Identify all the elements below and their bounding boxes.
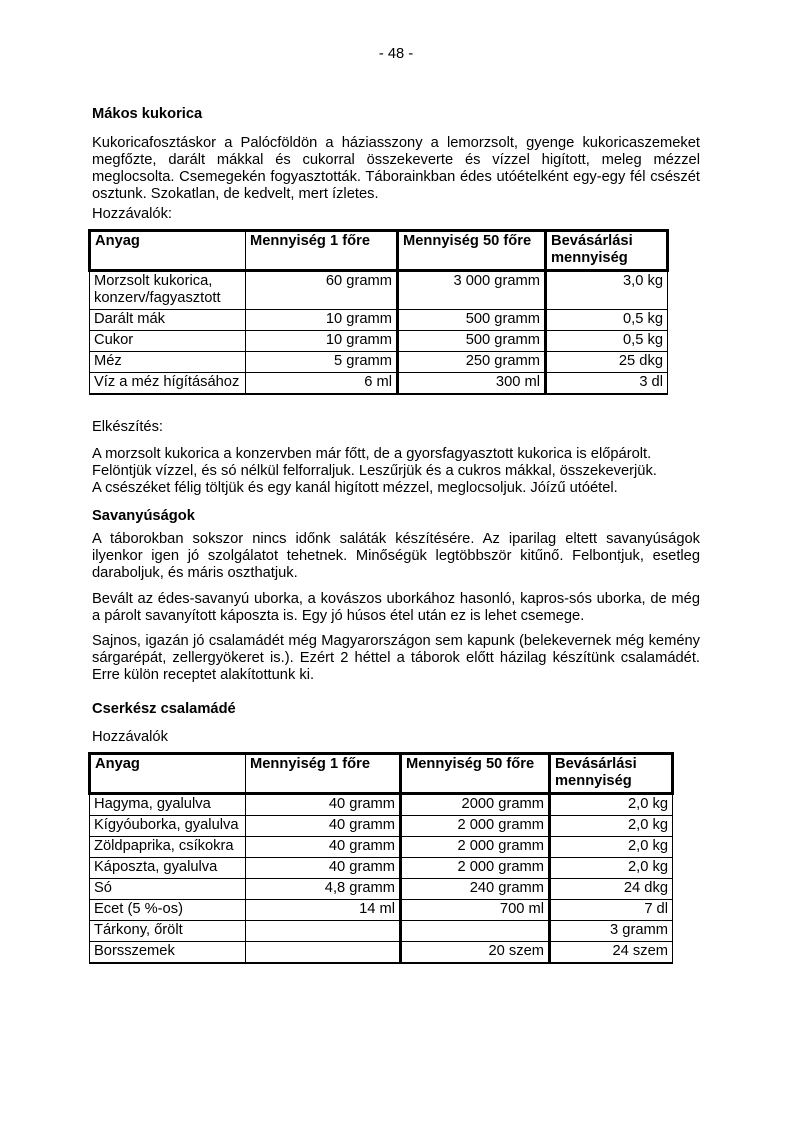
table-row xyxy=(90,794,673,816)
quantity-cell: 60 gramm xyxy=(246,271,398,310)
preparation-line: A csészéket félig töltjük és egy kanál higított mézzel, meglocsoljuk. Jóízű utóétel. xyxy=(92,480,618,496)
table-row xyxy=(90,352,668,373)
table-row xyxy=(90,373,668,395)
quantity-cell: 700 ml xyxy=(401,900,550,921)
quantity-cell: 2,0 kg xyxy=(550,816,673,837)
quantity-cell: 4,8 gramm xyxy=(246,879,401,900)
quantity-cell: 7 dl xyxy=(550,900,673,921)
ingredient-name-cell: Méz xyxy=(90,352,246,373)
quantity-cell: 2,0 kg xyxy=(550,837,673,858)
section-title-makos-kukorica: Mákos kukorica xyxy=(92,106,203,122)
table-row xyxy=(90,900,673,921)
quantity-cell: 10 gramm xyxy=(246,331,398,352)
ingredient-name-cell: Hagyma, gyalulva xyxy=(90,794,246,816)
ingredient-name-cell: Tárkony, őrölt xyxy=(90,921,246,942)
column-header: Mennyiség 1 főre xyxy=(246,231,398,271)
quantity-cell: 3 gramm xyxy=(550,921,673,942)
column-header: Mennyiség 50 főre xyxy=(401,754,550,794)
table-header-row xyxy=(90,754,673,794)
quantity-cell: 2,0 kg xyxy=(550,794,673,816)
ingredient-name-cell: Kígyóuborka, gyalulva xyxy=(90,816,246,837)
body-paragraph: Sajnos, igazán jó csalamádét még Magyarországon sem kapunk (belekevernek még kemény sárgarépát, zellergyökeret is.). Ezért 2 héttel a táborok előtt házilag készítünk csalamádét. Erre külön receptet alakítottunk ki. xyxy=(92,633,700,683)
quantity-cell: 40 gramm xyxy=(246,837,401,858)
quantity-cell: 10 gramm xyxy=(246,310,398,331)
quantity-cell: 2 000 gramm xyxy=(401,816,550,837)
table-row xyxy=(90,310,668,331)
page-number: - 48 - xyxy=(378,46,414,62)
column-header: Anyag xyxy=(90,231,246,271)
quantity-cell: 20 szem xyxy=(401,942,550,964)
column-header: Bevásárlási mennyiség xyxy=(546,231,668,271)
ingredient-name-cell: Cukor xyxy=(90,331,246,352)
preparation-label: Elkészítés: xyxy=(92,419,164,435)
quantity-cell: 2,0 kg xyxy=(550,858,673,879)
quantity-cell: 3,0 kg xyxy=(546,271,668,310)
quantity-cell: 2 000 gramm xyxy=(401,858,550,879)
column-header: Mennyiség 1 főre xyxy=(246,754,401,794)
table-row xyxy=(90,942,673,964)
table-row xyxy=(90,271,668,310)
table-row xyxy=(90,879,673,900)
column-header: Bevásárlási mennyiség xyxy=(550,754,673,794)
table-row xyxy=(90,837,673,858)
table-row xyxy=(90,331,668,352)
quantity-cell: 3 dl xyxy=(546,373,668,395)
preparation-line: A morzsolt kukorica a konzervben már főtt, de a gyorsfagyasztott kukorica is előpárolt. xyxy=(92,446,652,462)
ingredient-name-cell: Borsszemek xyxy=(90,942,246,964)
quantity-cell: 0,5 kg xyxy=(546,331,668,352)
section-title-cserkesz-csalamade: Cserkész csalamádé xyxy=(92,701,236,717)
quantity-cell: 0,5 kg xyxy=(546,310,668,331)
ingredient-name-cell: Víz a méz hígításához xyxy=(90,373,246,395)
ingredients-table-makos xyxy=(88,229,669,395)
quantity-cell: 24 dkg xyxy=(550,879,673,900)
quantity-cell: 40 gramm xyxy=(246,858,401,879)
ingredient-name-cell: Só xyxy=(90,879,246,900)
ingredient-name-cell: Morzsolt kukorica, konzerv/fagyasztott xyxy=(90,271,246,310)
section-title-savanyusagok: Savanyúságok xyxy=(92,508,195,524)
preparation-paragraph xyxy=(92,446,700,497)
column-header: Anyag xyxy=(90,754,246,794)
intro-paragraph: Kukoricafosztáskor a Palócföldön a háziasszony a lemorzsolt, gyenge kukoricaszemeket megfőzte, darált mákkal és cukorral összekeverte és vízzel higított, meleg mézzel meglocsolta. Csemegekén fogyasztották. Táborainkban édes utóételként egy-egy fél csészét osztunk. Szokatlan, de kedvelt, mert ízletes. xyxy=(92,135,700,202)
quantity-cell: 40 gramm xyxy=(246,794,401,816)
table-row xyxy=(90,858,673,879)
quantity-cell: 25 dkg xyxy=(546,352,668,373)
quantity-cell xyxy=(246,942,401,964)
ingredient-name-cell: Káposzta, gyalulva xyxy=(90,858,246,879)
quantity-cell: 500 gramm xyxy=(398,331,546,352)
quantity-cell: 2000 gramm xyxy=(401,794,550,816)
table-row xyxy=(90,816,673,837)
quantity-cell: 40 gramm xyxy=(246,816,401,837)
table-row xyxy=(90,921,673,942)
quantity-cell xyxy=(246,921,401,942)
quantity-cell: 24 szem xyxy=(550,942,673,964)
body-paragraph: Bevált az édes-savanyú uborka, a kovászos uborkához hasonló, kapros-sós uborka, de még a párolt savanyított káposzta is. Egy jó húsos étel után ez is lehet csemege. xyxy=(92,591,700,624)
quantity-cell xyxy=(401,921,550,942)
ingredients-table-csalamade xyxy=(88,752,674,964)
body-paragraph: A táborokban sokszor nincs időnk saláták készítésére. Az iparilag eltett savanyúságok ilyenkor igen jó szolgálatot tehetnek. Minőségük legtöbbször kitűnő. Felbontjuk, esetleg daraboljuk, és máris oszthatjuk. xyxy=(92,531,700,581)
ingredient-name-cell: Ecet (5 %-os) xyxy=(90,900,246,921)
quantity-cell: 2 000 gramm xyxy=(401,837,550,858)
quantity-cell: 300 ml xyxy=(398,373,546,395)
quantity-cell: 250 gramm xyxy=(398,352,546,373)
ingredients-label: Hozzávalók: xyxy=(92,206,172,222)
preparation-line: Felöntjük vízzel, és só nélkül felforraljuk. Leszűrjük és a cukros mákkal, összekeverjük. xyxy=(92,463,657,479)
ingredients-label: Hozzávalók xyxy=(92,729,168,745)
table-header-row xyxy=(90,231,668,271)
quantity-cell: 5 gramm xyxy=(246,352,398,373)
quantity-cell: 6 ml xyxy=(246,373,398,395)
column-header: Mennyiség 50 főre xyxy=(398,231,546,271)
quantity-cell: 500 gramm xyxy=(398,310,546,331)
quantity-cell: 3 000 gramm xyxy=(398,271,546,310)
quantity-cell: 14 ml xyxy=(246,900,401,921)
ingredient-name-cell: Zöldpaprika, csíkokra xyxy=(90,837,246,858)
ingredient-name-cell: Darált mák xyxy=(90,310,246,331)
quantity-cell: 240 gramm xyxy=(401,879,550,900)
